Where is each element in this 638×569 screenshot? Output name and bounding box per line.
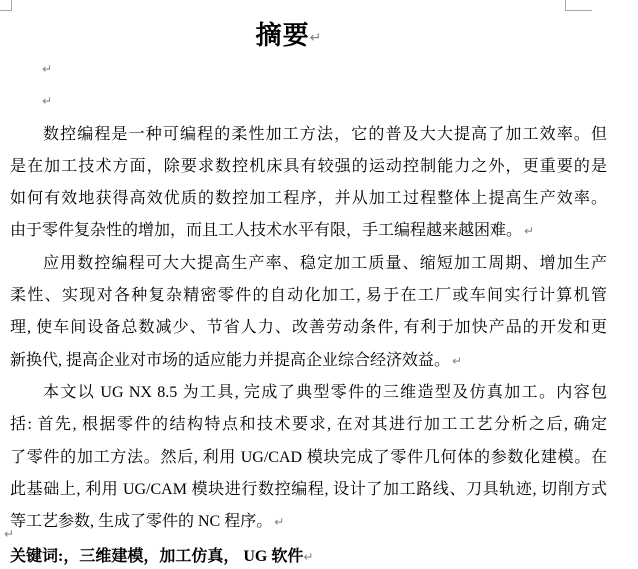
paragraph-mark-icon: ↵ [42,94,53,109]
body-line-text: 由于零件复杂性的增加，而且工人技术水平有限，手工编程越来越困难。 [10,222,523,240]
paragraph-mark-icon: ↵ [524,224,535,239]
empty-paragraph [10,56,607,88]
body-line [10,253,607,285]
body-line-text: 应用数控编程可大大提高生产率、稳定加工质量、缩短加工周期、增加生产 [43,254,607,272]
body-line-text: 数控编程是一种可编程的柔性加工方法，它的普及大大提高了加工效率。但 [43,125,607,143]
paragraph-mark-icon: ↵ [4,527,15,541]
abstract-title-text: 摘要 [255,21,310,50]
keywords-text: 关键词:，三维建模，加工仿真， UG 软件 [10,548,304,566]
body-line-text: 如何有效地获得高效优质的数控加工程序，并从加工过程整体上提高生产效率。 [10,190,607,208]
body-line-text: 此基础上, 利用 UG/CAM 模块进行数控编程, 设计了加工路线、刀具轨迹, 切削方式 [10,480,607,498]
document-content [10,16,607,568]
body-line [10,479,607,511]
margin-crop-mark-top-right-icon [565,0,592,11]
body-line [10,220,607,252]
body-line [10,382,607,414]
body-line-text: 柔性、实现对各种复杂精密零件的自动化加工, 易于在工厂或车间实行计算机管 [10,287,607,305]
paragraph-mark-icon: ↵ [274,515,285,530]
paragraph-mark-icon: ↵ [452,353,463,368]
body-line [10,317,607,349]
empty-paragraph [10,88,607,120]
body-line-text: 本文以 UG NX 8.5 为工具, 完成了典型零件的三维造型及仿真加工。内容包 [43,383,607,401]
body-line-text: 了零件的加工方法。然后, 利用 UG/CAD 模块完成了零件几何体的参数化建模。在 [10,448,607,466]
body-line-text: 理, 使车间设备总数减少、节省人力、改善劳动条件, 有利于加快产品的开发和更 [10,319,607,337]
body-line-text: 括: 首先, 根据零件的结构特点和技术要求, 在对其进行加工工艺分析之后, 确定 [10,416,607,434]
body-line [10,124,607,156]
abstract-title [10,16,567,56]
body-line [10,414,607,446]
paragraph-mark-icon: ↵ [303,550,314,565]
body-line-text: 新换代, 提高企业对市场的适应能力并提高企业综合经济效益。 [10,351,451,369]
body-line [10,188,607,220]
body-line [10,350,607,382]
margin-crop-mark-top-left-icon [0,0,12,11]
body-line-text: 是在加工技术方面，除要求数控机床具有较强的运动控制能力之外，更重要的是 [10,157,607,175]
body-line-text: 等工艺参数, 生成了零件的 NC 程序。 [10,513,273,531]
body-line [10,156,607,188]
body-line [10,511,607,543]
keywords-line [10,546,607,568]
paragraph-mark-icon: ↵ [309,30,322,46]
paragraph-mark-icon: ↵ [42,62,53,76]
body-line [10,447,607,479]
body-line [10,285,607,317]
